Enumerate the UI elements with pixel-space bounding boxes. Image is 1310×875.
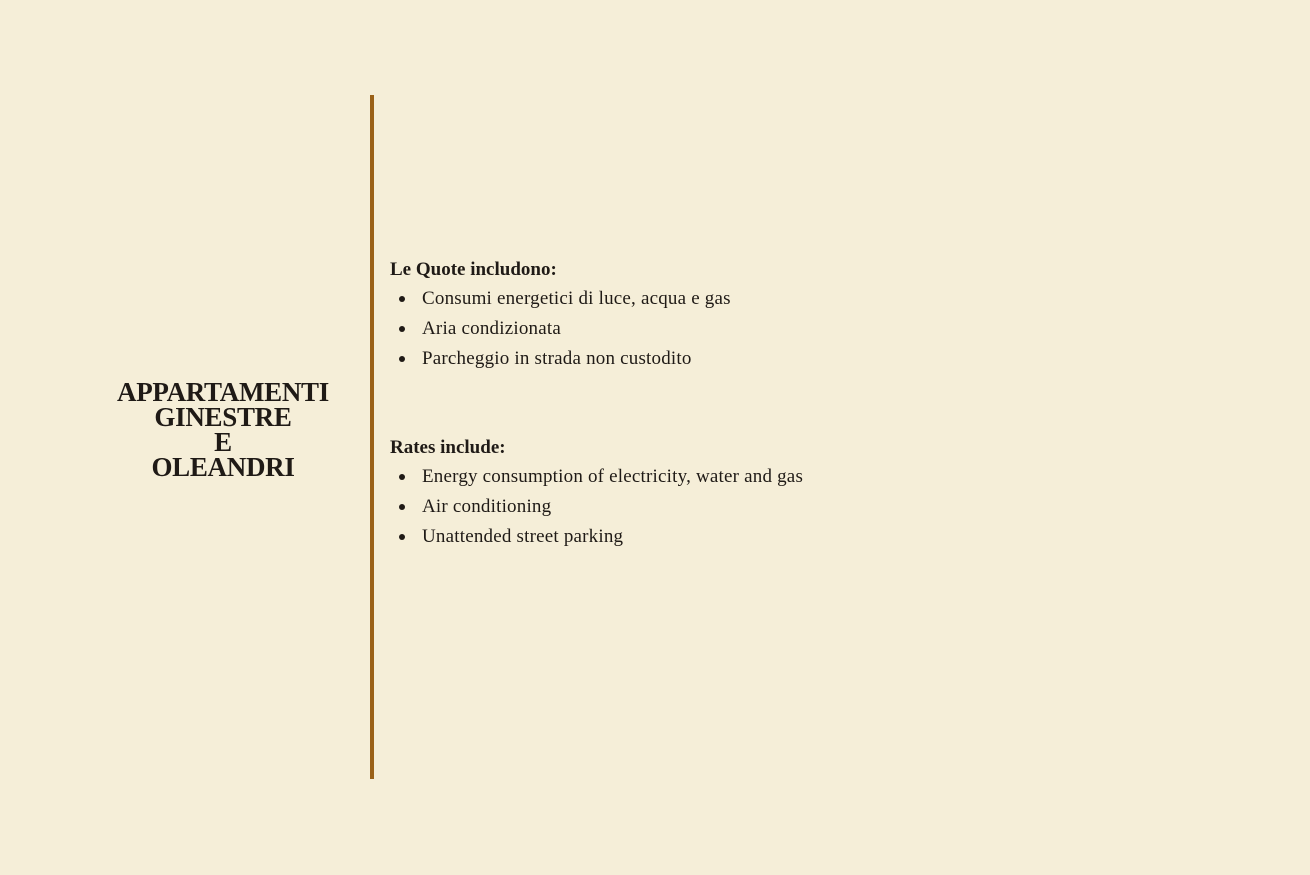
list-item [390,492,803,522]
bullet-icon [399,326,405,332]
bullet-icon [399,296,405,302]
title-line-2: GINESTRE [154,402,292,432]
list-item [390,284,731,314]
list-item [390,344,731,374]
title-line-4: OLEANDRI [151,452,295,482]
italian-rates-section [390,256,731,374]
bullet-icon [399,356,405,362]
english-rates-list [390,462,803,552]
list-item-text: Air conditioning [422,496,552,517]
list-item [390,522,803,552]
italian-rates-heading: Le Quote includono: [390,259,557,280]
bullet-icon [399,474,405,480]
property-title [92,377,354,482]
title-line-1: APPARTAMENTI [117,377,329,407]
list-item [390,314,731,344]
bullet-icon [399,534,405,540]
list-item [390,462,803,492]
list-item-text: Aria condizionata [422,318,561,339]
bullet-icon [399,504,405,510]
english-rates-section [390,434,803,552]
list-item-text: Energy consumption of electricity, water and gas [422,466,804,487]
english-rates-heading: Rates include: [390,437,506,458]
list-item-text: Unattended street parking [422,526,624,547]
list-item-text: Consumi energetici di luce, acqua e gas [422,288,731,309]
italian-rates-list [390,284,731,374]
title-line-3: E [214,427,232,457]
list-item-text: Parcheggio in strada non custodito [422,348,692,369]
vertical-divider [370,95,374,779]
